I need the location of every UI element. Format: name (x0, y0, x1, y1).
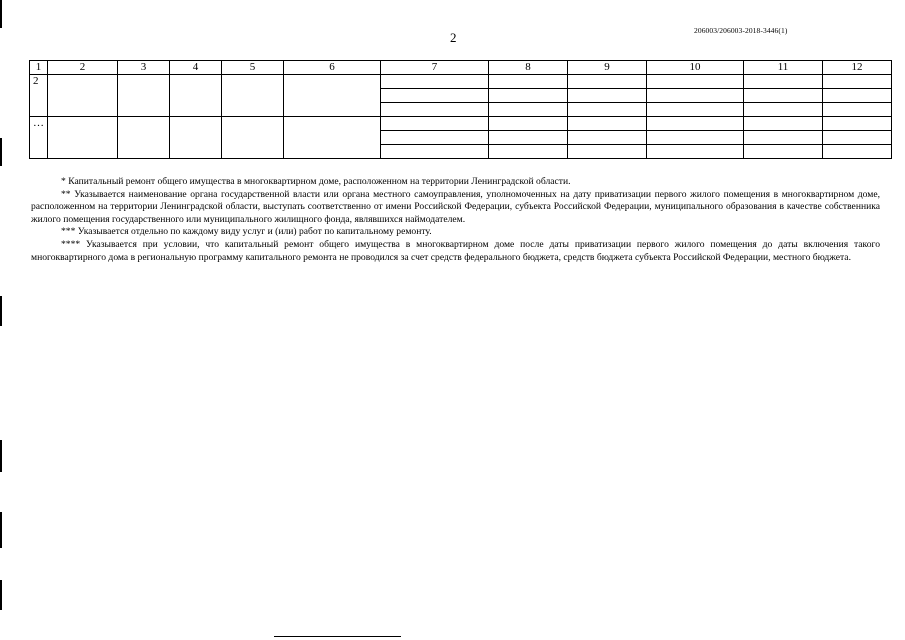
column-header: 5 (222, 61, 284, 75)
footnote: **** Указывается при условии, что капитальный ремонт общего имущества в многоквартирном доме после даты приватизации первого жилого помещения до даты включения такого многоквартирного дома в региональную программу капитального ремонта не проводился за счет средств федерального бюджета, средств бюджета субъекта Российской Федерации, местного бюджета. (31, 238, 880, 263)
table-cell (744, 145, 823, 159)
table-cell (744, 103, 823, 117)
table-cell (170, 117, 222, 159)
footnotes (31, 176, 880, 264)
table-cell (381, 103, 489, 117)
footnote: *** Указывается отдельно по каждому виду услуг и (или) работ по капитальному ремонту. (61, 226, 432, 238)
data-table (29, 60, 892, 159)
table-cell (568, 75, 647, 89)
table-cell (647, 89, 744, 103)
column-header: 9 (568, 61, 647, 75)
document-id: 206003/206003-2018-3446(1) (694, 26, 788, 35)
column-header: 1 (30, 61, 48, 75)
column-header: 3 (118, 61, 170, 75)
table-cell (222, 75, 284, 117)
column-header: 10 (647, 61, 744, 75)
table-row (30, 75, 892, 89)
table-cell (489, 103, 568, 117)
column-header: 6 (284, 61, 381, 75)
table-cell (568, 145, 647, 159)
scan-artifact (0, 138, 2, 166)
table-cell (744, 75, 823, 89)
row-label: … (30, 117, 48, 159)
table-cell (647, 75, 744, 89)
footnote: * Капитальный ремонт общего имущества в многоквартирном доме, расположенном на территории Ленинградской области. (61, 176, 571, 187)
column-header: 7 (381, 61, 489, 75)
table-cell (284, 75, 381, 117)
scan-artifact (0, 512, 2, 548)
table-cell (823, 89, 892, 103)
table-cell (823, 145, 892, 159)
footer-rule (274, 636, 401, 637)
table-cell (744, 131, 823, 145)
table-cell (489, 89, 568, 103)
table-cell (381, 131, 489, 145)
table-cell (48, 117, 118, 159)
column-header: 2 (48, 61, 118, 75)
table-cell (489, 117, 568, 131)
table-cell (222, 117, 284, 159)
table-cell (744, 117, 823, 131)
table-cell (48, 75, 118, 117)
table-cell (568, 103, 647, 117)
table-cell (489, 145, 568, 159)
table-cell (118, 75, 170, 117)
column-header: 11 (744, 61, 823, 75)
table-cell (744, 89, 823, 103)
table-cell (170, 75, 222, 117)
table-cell (647, 145, 744, 159)
scan-artifact (0, 296, 2, 326)
table-cell (568, 117, 647, 131)
column-header: 4 (170, 61, 222, 75)
table-cell (823, 117, 892, 131)
table-cell (823, 131, 892, 145)
table-cell (381, 89, 489, 103)
table-header-row (30, 61, 892, 75)
row-label: 2 (30, 75, 48, 117)
page-number: 2 (450, 30, 457, 45)
scan-artifact (0, 0, 2, 28)
table-cell (647, 103, 744, 117)
table-cell (381, 75, 489, 89)
table-cell (381, 145, 489, 159)
table-cell (823, 75, 892, 89)
table-cell (647, 131, 744, 145)
table-row (30, 117, 892, 131)
table-cell (568, 89, 647, 103)
footnote: ** Указывается наименование органа государственной власти или органа местного самоуправления, уполномоченных на дату приватизации первого жилого помещения в многоквартирном доме, расположенном на территории Ленинградской области, выступать соответственно от имени Российской Федерации, субъекта Российской Федерации, муниципального образования в качестве собственника жилого помещения государственного или муниципального жилищного фонда, являвшихся наймодателем. (31, 188, 880, 225)
table-cell (823, 103, 892, 117)
scan-artifact (0, 440, 2, 472)
column-header: 12 (823, 61, 892, 75)
table-cell (568, 131, 647, 145)
table-cell (284, 117, 381, 159)
table-cell (118, 117, 170, 159)
table-cell (381, 117, 489, 131)
table-cell (489, 131, 568, 145)
table-cell (647, 117, 744, 131)
column-header: 8 (489, 61, 568, 75)
scan-artifact (0, 580, 2, 610)
table-cell (489, 75, 568, 89)
